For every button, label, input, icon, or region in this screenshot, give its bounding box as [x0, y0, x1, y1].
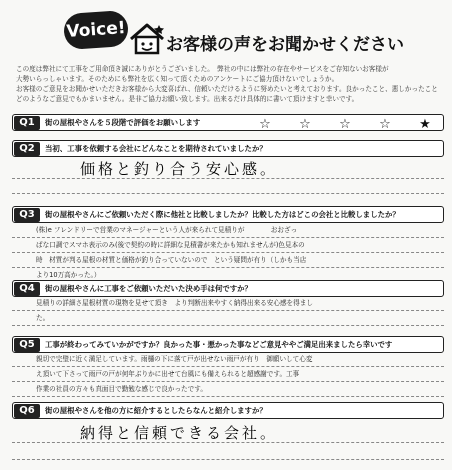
- answer-q6-handwritten: 納得と信頼できる会社。: [80, 424, 279, 442]
- answer-line: [12, 366, 444, 367]
- answer-line: [12, 178, 444, 179]
- question-number: Q2: [14, 142, 40, 156]
- house-icon: [128, 22, 166, 56]
- answer-line-text: た。: [36, 314, 50, 322]
- answer-line: [12, 267, 444, 268]
- star-icon: ☆: [339, 117, 351, 132]
- question-text: 当初、工事を依頼する会社にどんなことを期待されていましたか？: [45, 144, 267, 153]
- question-text: 街の屋根やさんにご依頼いただく際に他社と比較しましたか？比較した方はどこの会社と比較しましたか？: [45, 210, 400, 219]
- answer-line-text: ぱな口調でスマホ表示のみ(後で契約の時に詳細な見積書が来たかも知れませんが)色見本の: [36, 241, 305, 249]
- question-text: 街の屋根やさんを他の方に紹介するとしたらなんと紹介しますか？: [45, 406, 267, 415]
- intro-line: 大勢いらっしゃいます。そのためにも弊社を広く知って頂くためのアンケートにご協力頂けないでしょうか。: [16, 75, 339, 83]
- question-text: 街の屋根やさんを５段階で評価をお願いします: [45, 118, 201, 127]
- answer-line-text: より10万高かった。）: [36, 271, 101, 279]
- question-bar-q5: [12, 336, 444, 353]
- answer-line-text: (株)e フレンドリーで営業のマネージャーという人が来られて見積りが おおざっ: [36, 226, 298, 234]
- intro-line: どのようなご意見でもかまいません。是非ご協力お願い致します。出来るだけ具体的に書いて頂けますと幸いです。: [16, 95, 359, 103]
- question-number: Q4: [14, 282, 40, 296]
- answer-line: [12, 442, 444, 443]
- question-number: Q5: [14, 338, 40, 352]
- answer-line-text: え頂いて下さって雨戸の戸が何年ぶりかに出せて台風にも備えられると超感謝です。工事: [36, 370, 300, 378]
- star-icon: ☆: [259, 117, 271, 132]
- answer-line: [12, 193, 444, 194]
- answer-line: [12, 381, 444, 382]
- question-bar-q6: [12, 402, 444, 419]
- answer-q3: [36, 223, 436, 283]
- star-rating: [258, 118, 432, 132]
- question-bar-q3: [12, 206, 444, 223]
- answer-line-text: 見積りの詳細さ屋根材質の現物を見せて頂き より判断出来やすく納得出来る安心感を得まし: [36, 299, 313, 307]
- star-icon: ☆: [299, 117, 311, 132]
- question-text: 街の屋根やさんに工事をご依頼いただいた決め手は何ですか？: [45, 284, 252, 293]
- question-number: Q6: [14, 404, 40, 418]
- star-icon: ☆: [379, 117, 391, 132]
- answer-q4: [36, 296, 436, 326]
- answer-q5: [36, 352, 436, 397]
- intro-line: この度は弊社にて工事をご用命頂き誠にありがとうございました。 弊社の中には弊社の存在やサービスをご存知ないお客様が: [16, 65, 389, 73]
- question-text: 工事が終わってみていかがですか？良かった事・悪かった事などご意見ややご満足出来ましたら幸いです: [45, 340, 393, 349]
- answer-line-text: 作業の社員の方々も真面目で勤勉な感じで良かったです。: [36, 385, 207, 393]
- answer-q2-handwritten: 価格と釣り合う安心感。: [80, 160, 279, 178]
- answer-line-text: 親切で完璧に近く満足しています。雨樋の下に落て戸が出せない雨戸が有り 御願いして心変: [36, 355, 313, 363]
- question-bar-q4: [12, 280, 444, 297]
- answer-line: [12, 325, 444, 326]
- voice-badge: Voice!: [63, 10, 129, 50]
- answer-line: [12, 310, 444, 311]
- answer-line: [12, 237, 444, 238]
- intro-line: お客様のご意見をお聞かせいただきお客様から大変喜ばれ、信頼いただけるように努めたいと考えております。良かったこと、悪しかったこと: [16, 85, 438, 93]
- intro-text: [16, 64, 444, 104]
- question-bar-q2: [12, 140, 444, 157]
- question-number: Q1: [14, 116, 40, 130]
- answer-line: [12, 252, 444, 253]
- answer-line: [12, 459, 444, 460]
- page-title: お客様の声をお聞かせください: [166, 35, 404, 55]
- star-icon-filled: ★: [419, 117, 431, 132]
- question-number: Q3: [14, 208, 40, 222]
- answer-line: [12, 396, 444, 397]
- answer-line-text: 時 材質が判る屋根の材質と価格が釣り合っていないので という疑問が有り（しかも当店: [36, 256, 307, 264]
